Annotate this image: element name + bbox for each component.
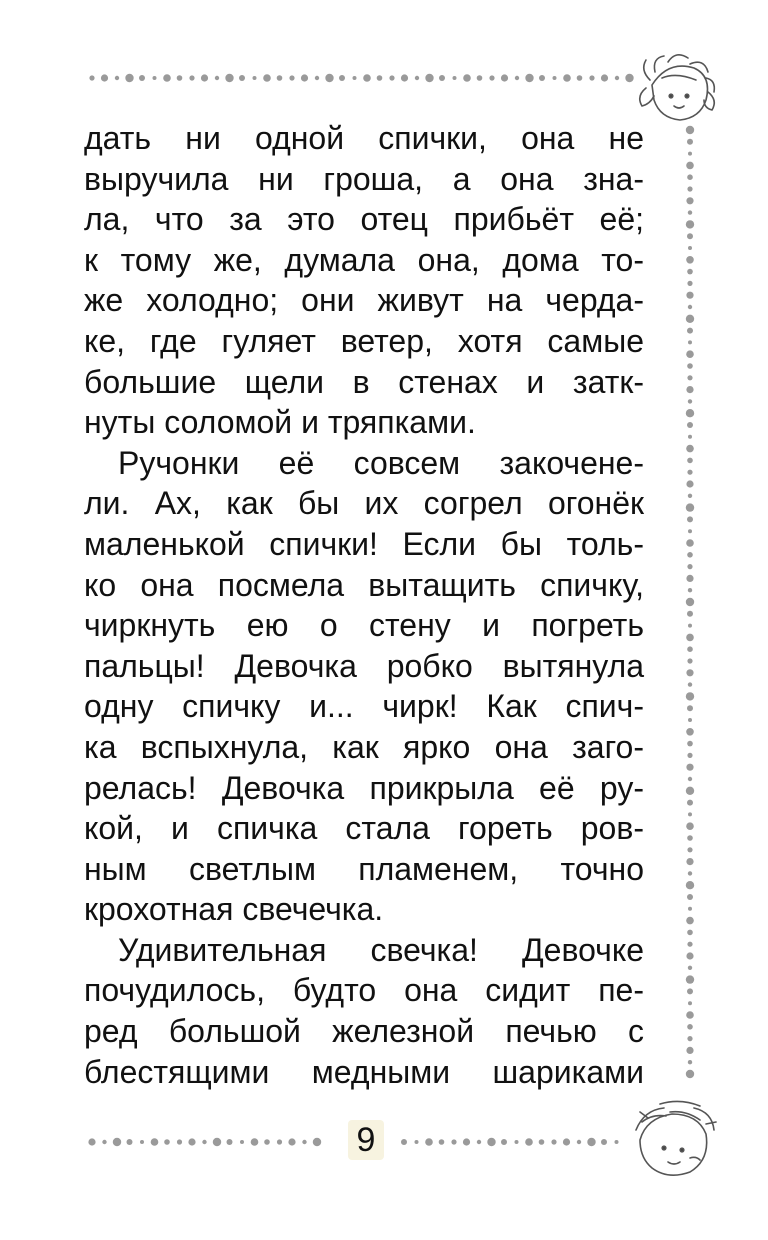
border-dot [686,350,694,358]
border-dot [686,292,693,299]
border-dot [686,256,694,264]
border-dot [315,76,319,80]
border-dot [463,1138,470,1145]
border-dot [687,564,692,569]
border-dot [688,777,692,781]
border-dot [688,435,692,439]
border-dot [401,74,408,81]
border-dot [688,399,692,403]
border-dot [687,422,693,428]
border-dot [688,907,692,911]
border-dot [686,315,694,323]
border-dot [688,812,692,816]
border-dot [687,658,692,663]
border-dot [687,847,692,852]
border-dot [177,75,183,81]
border-dot [687,611,693,617]
border-dot [213,1138,221,1146]
border-dot [501,74,508,81]
border-dot [688,494,692,498]
border-dot [686,975,694,983]
border-dot [515,76,519,80]
border-dot [686,634,694,642]
border-dot [686,1070,694,1078]
border-dot [263,74,271,82]
border-dot [525,1138,533,1146]
border-dot [551,1139,556,1144]
page-number: 9 [348,1120,384,1160]
border-dot [515,1140,519,1144]
border-dot [686,881,694,889]
border-dot [325,74,333,82]
text-line: одну спичку и... чирк! Как спич- [84,688,644,725]
border-dot [688,210,692,214]
border-dot [139,75,145,81]
border-dot [686,126,694,134]
border-dot [302,1140,306,1144]
border-dot [687,646,693,652]
border-dot [687,741,693,747]
border-dot [589,75,594,80]
border-dot [477,75,483,81]
border-dot [687,930,693,936]
border-dot [688,1001,692,1005]
border-dot [686,575,693,582]
text-line: ка вспыхнула, как ярко она заго- [84,728,644,765]
border-dot [686,669,693,676]
border-dot [686,1047,693,1054]
border-dot [686,445,694,453]
border-dot [686,197,693,204]
border-dot [687,1036,692,1041]
border-dot [688,588,692,592]
border-dot [686,162,694,170]
border-dot [188,1138,195,1145]
border-dot [453,76,457,80]
border-dot [539,75,545,81]
border-dot [525,74,533,82]
border-dot [88,1138,95,1145]
border-dot [164,1139,170,1145]
text-line: ред большой железной печью с [84,1013,644,1050]
border-dot [153,76,157,80]
border-dot [277,75,283,81]
border-dot [563,1138,570,1145]
border-dot [477,1140,481,1144]
top-dot-border [89,74,633,82]
text-line: ли. Ах, как бы их согрел огонёк [84,485,644,522]
text-line: дать ни одной спички, она не [84,120,644,156]
border-dot [264,1139,270,1145]
border-dot [688,152,692,156]
border-dot [127,1139,133,1145]
border-dot [687,552,693,558]
border-dot [687,328,693,334]
text-line: крохотная свечечка. [84,891,384,928]
border-dot [101,74,108,81]
text-line: нуты соломой и тряпками. [84,404,476,441]
border-dot [687,516,693,522]
border-dot [688,682,692,686]
border-dot [389,75,394,80]
border-dot [463,74,471,82]
border-dot [577,1140,581,1144]
border-dot [687,139,693,145]
border-dot [688,966,692,970]
text-line: маленькой спички! Если бы толь- [84,525,644,562]
border-dot [401,1139,407,1145]
border-dot [201,74,208,81]
border-dot [688,718,692,722]
border-dot [439,1139,445,1145]
border-dot [686,917,694,925]
border-dot [615,76,619,80]
border-dot [163,74,171,82]
border-dot [687,363,693,369]
border-dot [686,503,694,511]
border-dot [687,470,692,475]
border-dot [686,692,694,700]
border-dot [686,386,693,393]
border-dot [687,894,693,900]
text-line: почудилось, будто она сидит пе- [84,972,644,1009]
border-dot [189,75,194,80]
border-dot [601,1139,607,1145]
border-dot [115,76,119,80]
story-text [84,118,644,1092]
border-dot [353,76,357,80]
border-dot [253,76,257,80]
text-line: ко она посмела вытащить спичку, [84,566,644,603]
border-dot [686,787,694,795]
border-dot [686,728,694,736]
border-dot [102,1140,106,1144]
border-dot [687,1024,693,1030]
border-dot [688,624,692,628]
border-dot [625,74,633,82]
border-dot [687,835,693,841]
border-dot [553,76,557,80]
border-dot [686,822,694,830]
text-line: блестящими медными шариками [84,1053,644,1090]
border-dot [686,409,694,417]
border-dot [439,75,445,81]
border-dot [301,74,308,81]
border-dot [688,529,692,533]
text-line: ным светлым пламенем, точно [84,850,644,887]
border-dot [151,1138,159,1146]
border-dot [687,705,693,711]
border-dot [687,375,692,380]
border-dot [687,174,693,180]
border-dot [563,74,571,82]
border-dot [686,480,693,487]
border-dot [288,1138,295,1145]
border-dot [577,75,583,81]
border-dot [202,1140,206,1144]
girl-face-icon [640,55,715,120]
border-dot [487,1138,495,1146]
text-line: выручила ни гроша, а она зна- [84,160,644,197]
border-dot [177,1139,182,1144]
border-dot [687,281,692,286]
text-line: чиркнуть ею о стену и погреть [84,607,644,644]
text-line: пальцы! Девочка робко вытянула [84,647,644,684]
text-line: большие щели в стенах и затк- [84,363,644,400]
border-dot [686,858,693,865]
border-dot [539,1139,545,1145]
border-dot [687,988,693,994]
border-dot [251,1138,259,1146]
text-line: Удивительная свечка! Девочке [118,931,644,968]
border-dot [687,186,692,191]
border-dot [240,1140,244,1144]
border-dot [363,74,371,82]
border-dot [377,75,383,81]
border-dot [687,942,692,947]
border-dot [227,1139,233,1145]
border-dot [686,1011,694,1019]
border-dot [687,800,693,806]
text-line: ке, где гуляет ветер, хотя самые [84,322,644,359]
border-dot [289,75,294,80]
border-dot [686,598,694,606]
border-dot [215,76,219,80]
text-line: к тому же, думала она, дома то- [84,241,644,278]
text-line: релась! Девочка прикрыла её ру- [84,769,644,806]
border-dot [686,539,694,547]
border-dot [239,75,245,81]
border-dot [125,74,133,82]
border-dot [415,1140,419,1144]
right-dot-border [686,126,694,1078]
border-dot [415,76,419,80]
border-dot [313,1138,321,1146]
text-line: же холодно; они живут на черда- [84,282,644,319]
border-dot [688,246,692,250]
border-dot [425,74,433,82]
boy-face-icon [636,1101,716,1175]
text-line: Ручонки её совсем закоченe- [118,444,644,481]
border-dot [225,74,233,82]
border-dot [688,305,692,309]
border-dot [277,1139,282,1144]
text-line: кой, и спичка стала гореть ров- [84,810,644,847]
border-dot [688,871,692,875]
border-dot [686,952,693,959]
border-dot [89,75,94,80]
border-dot [587,1138,595,1146]
border-dot [687,458,693,464]
border-dot [688,340,692,344]
border-dot [686,764,693,771]
border-dot [489,75,494,80]
border-dot [688,1060,692,1064]
border-dot [686,220,694,228]
border-dot [687,753,692,758]
border-dot [425,1138,433,1146]
border-dot [687,269,693,275]
text-line: ла, что за это отец прибьёт её; [84,201,644,238]
border-dot [501,1139,507,1145]
border-dot [615,1140,619,1144]
border-dot [113,1138,121,1146]
border-dot [451,1139,456,1144]
border-dot [339,75,345,81]
border-dot [140,1140,144,1144]
border-dot [687,233,693,239]
border-dot [601,74,608,81]
